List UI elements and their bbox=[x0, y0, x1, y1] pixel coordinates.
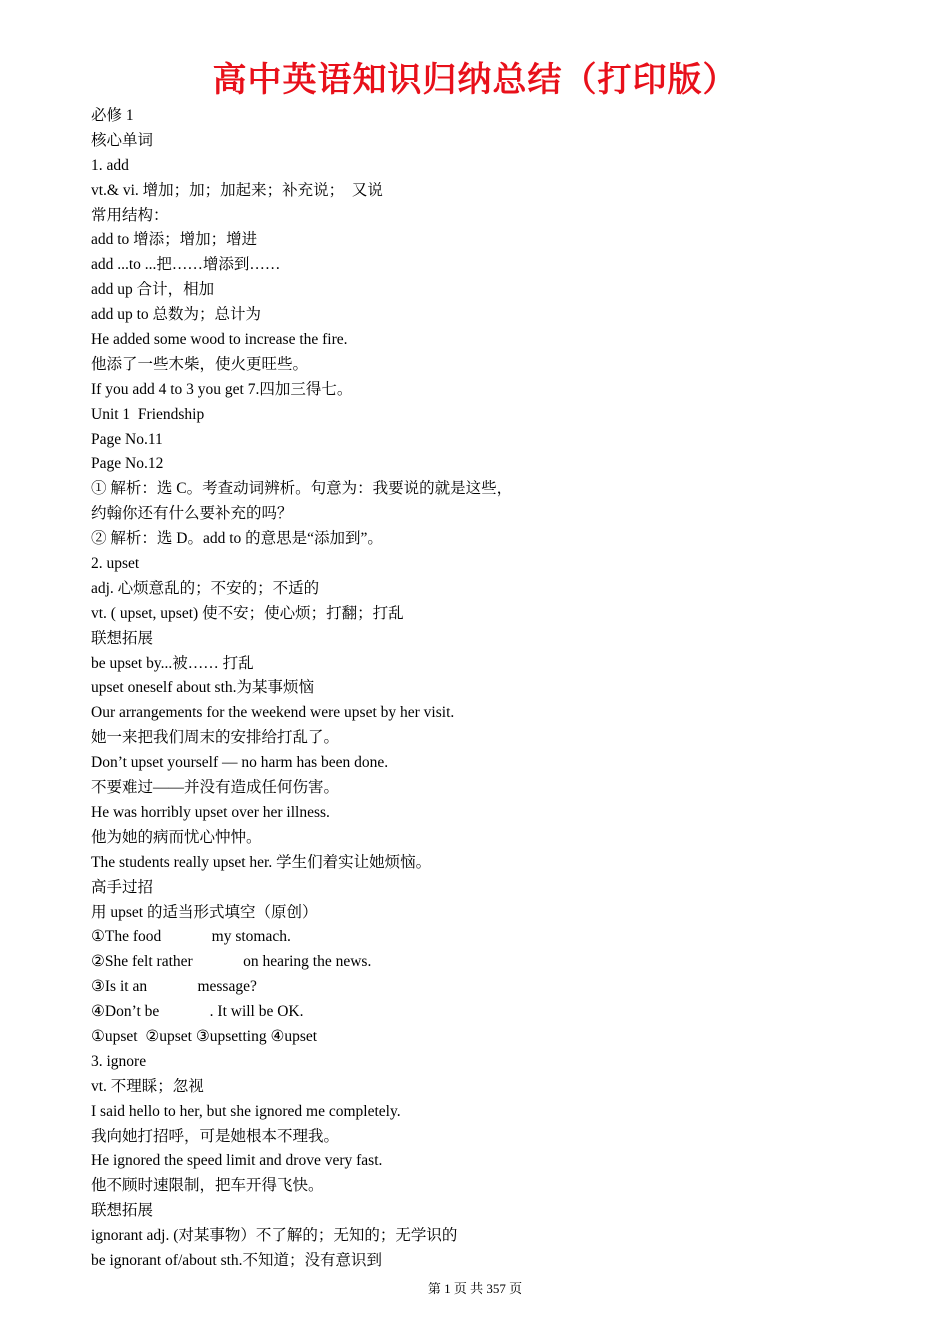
text-line: He ignored the speed limit and drove very fast. bbox=[91, 1152, 383, 1170]
text-line: He was horribly upset over her illness. bbox=[91, 803, 330, 821]
text-line: 1. add bbox=[91, 156, 129, 174]
text-line: 联想拓展 bbox=[91, 1202, 154, 1220]
text-line: 2. upset bbox=[91, 555, 140, 573]
page-title: 高中英语知识归纳总结（打印版） bbox=[212, 60, 738, 100]
text-line: add up to 总数为；总计为 bbox=[91, 306, 262, 324]
text-line: Our arrangements for the weekend were upset by her visit. bbox=[91, 704, 455, 722]
text-line: The students really upset her. 学生们着实让她烦恼。 bbox=[91, 853, 432, 871]
text-line: ②She felt rather on hearing the news. bbox=[91, 953, 372, 971]
text-line: upset oneself about sth.为某事烦恼 bbox=[91, 679, 315, 697]
text-line: He added some wood to increase the fire. bbox=[91, 331, 348, 349]
text-line: Unit 1 Friendship bbox=[91, 405, 205, 423]
text-line: Page No.12 bbox=[91, 455, 164, 473]
text-line: adj. 心烦意乱的；不安的；不适的 bbox=[91, 579, 320, 597]
text-line: Don’t upset yourself — no harm has been done. bbox=[91, 754, 389, 772]
text-line: 联想拓展 bbox=[91, 629, 154, 647]
text-line: ① 解析：选 C。考查动词辨析。句意为：我要说的就是这些， bbox=[91, 480, 513, 498]
text-line: be ignorant of/about sth.不知道；没有意识到 bbox=[91, 1251, 383, 1269]
text-line: ② 解析：选 D。add to 的意思是“添加到”。 bbox=[91, 530, 383, 548]
text-line: 约翰你还有什么要补充的吗？ bbox=[91, 505, 293, 523]
page-footer: 第 1 页 共 357 页 bbox=[427, 1281, 523, 1296]
text-line: add ...to ...把……增添到…… bbox=[91, 256, 281, 274]
text-line: ①The food my stomach. bbox=[91, 928, 291, 946]
text-line: add up 合计，相加 bbox=[91, 281, 215, 299]
text-line: I said hello to her, but she ignored me completely. bbox=[91, 1102, 401, 1120]
document-body bbox=[91, 104, 871, 1274]
text-line: add to 增添；增加；增进 bbox=[91, 231, 258, 249]
text-line: ignorant adj. (对某事物）不了解的；无知的；无学识的 bbox=[91, 1227, 458, 1245]
text-line: 核心单词 bbox=[91, 131, 154, 149]
text-line: 3. ignore bbox=[91, 1052, 147, 1070]
text-line: be upset by...被…… 打乱 bbox=[91, 654, 254, 672]
text-line: vt. ( upset, upset) 使不安；使心烦；打翻；打乱 bbox=[91, 604, 404, 622]
text-line: 不要难过——并没有造成任何伤害。 bbox=[91, 779, 340, 797]
text-line: ①upset ②upset ③upsetting ④upset bbox=[91, 1027, 318, 1045]
text-line: If you add 4 to 3 you get 7.四加三得七。 bbox=[91, 380, 353, 398]
text-line: 她一来把我们周末的安排给打乱了。 bbox=[91, 729, 340, 747]
text-line: 用 upset 的适当形式填空（原创） bbox=[91, 903, 318, 921]
text-line: 我向她打招呼，可是她根本不理我。 bbox=[91, 1127, 340, 1145]
text-line: 他添了一些木柴，使火更旺些。 bbox=[91, 355, 309, 373]
text-line: vt. 不理睬；忽视 bbox=[91, 1077, 204, 1095]
text-line: 他为她的病而忧心忡忡。 bbox=[91, 828, 262, 846]
text-line: 他不顾时速限制，把车开得飞快。 bbox=[91, 1177, 324, 1195]
text-line: 常用结构： bbox=[91, 206, 169, 224]
text-line: ③Is it an message? bbox=[91, 978, 257, 996]
text-line: vt.& vi. 增加；加；加起来；补充说； 又说 bbox=[91, 181, 383, 199]
text-line: Page No.11 bbox=[91, 430, 163, 448]
text-line: 必修 1 bbox=[91, 107, 134, 124]
text-line: 高手过招 bbox=[91, 878, 154, 896]
text-line: ④Don’t be . It will be OK. bbox=[91, 1003, 304, 1021]
